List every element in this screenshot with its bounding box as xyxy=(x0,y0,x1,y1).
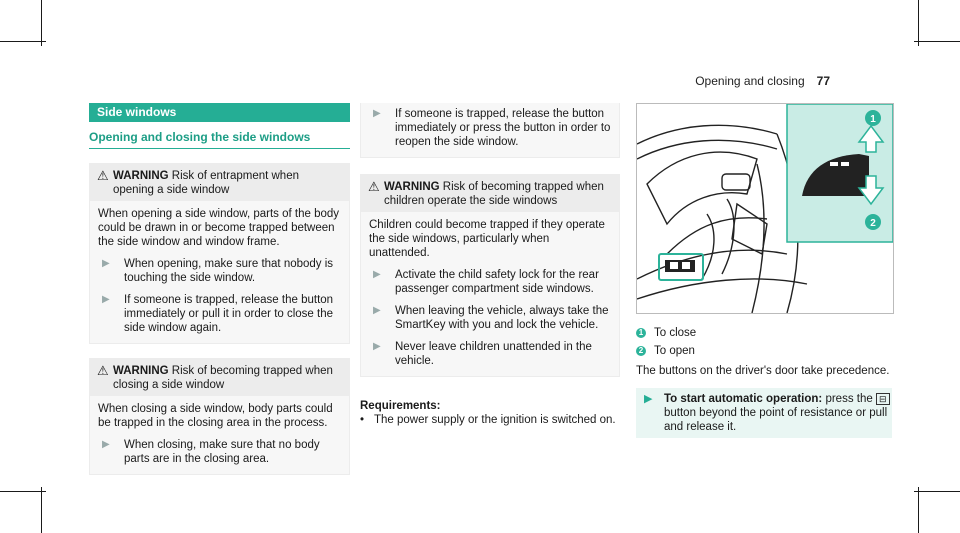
legend-item xyxy=(636,344,892,358)
crop-mark xyxy=(914,41,960,42)
warning-headline: Risk of becoming trapped when children operate the side windows xyxy=(384,181,604,207)
crop-mark xyxy=(0,41,46,42)
warning-keyword: WARNING xyxy=(113,365,169,377)
step-text: When leaving the vehicle, always take the SmartKey with you and lock the vehicle. xyxy=(395,305,609,331)
warning-step xyxy=(98,438,341,466)
requirement-item xyxy=(360,413,620,427)
warning-body xyxy=(360,212,620,377)
step-text: When closing, make sure that no body parts are in the closing area. xyxy=(124,439,320,465)
action-step xyxy=(636,388,892,438)
warning-box xyxy=(360,174,620,377)
step-arrow-icon: ▶ xyxy=(102,439,110,450)
figure-label: 2 xyxy=(870,218,876,229)
warning-keyword: WARNING xyxy=(384,181,440,193)
warning-step xyxy=(369,107,611,149)
step-text: If someone is trapped, release the button immediately or press the button in order to reopen the side window. xyxy=(395,108,611,148)
step-text: Never leave children unattended in the vehicle. xyxy=(395,341,592,367)
window-button-icon: ⊟ xyxy=(876,393,890,405)
warning-triangle-icon: ⚠ xyxy=(97,363,109,378)
warning-step xyxy=(369,268,611,296)
intro-text: The buttons on the driver's door take precedence. xyxy=(636,365,890,377)
warning-continuation xyxy=(360,103,620,158)
step-arrow-icon: ▶ xyxy=(373,305,381,316)
column-1 xyxy=(89,103,350,475)
action-text-1: press the xyxy=(825,393,873,405)
section-title: Side windows xyxy=(89,103,350,122)
warning-head-text xyxy=(384,180,612,208)
step-arrow-icon: ▶ xyxy=(373,269,381,280)
door-panel-illustration xyxy=(636,103,894,314)
running-header xyxy=(695,74,830,88)
crop-mark xyxy=(41,0,42,46)
warning-text: When opening a side window, parts of the body could be drawn in or become trapped between the side window and window frame. xyxy=(98,208,340,248)
warning-step xyxy=(98,293,341,335)
warning-headline: Risk of entrapment when opening a side window xyxy=(113,170,299,196)
warning-box xyxy=(89,163,350,344)
crop-mark xyxy=(0,491,46,492)
warning-text: When closing a side window, body parts could be trapped in the closing area in the process. xyxy=(98,403,333,429)
crop-mark xyxy=(918,487,919,533)
warning-head xyxy=(89,358,350,396)
crop-mark xyxy=(918,0,919,46)
legend-number: 2 xyxy=(636,346,646,356)
bullet-icon: • xyxy=(360,414,365,426)
figure-label: 1 xyxy=(870,114,876,125)
step-text: If someone is trapped, release the button immediately or pull it in order to close the side window again. xyxy=(124,294,334,334)
step-text: When opening, make sure that nobody is touching the side window. xyxy=(124,258,334,284)
subheading: Opening and closing the side windows xyxy=(89,122,350,149)
requirements-title: Requirements: xyxy=(360,400,441,412)
warning-box xyxy=(89,358,350,475)
warning-step xyxy=(369,340,611,368)
action-text-2: button beyond the point of resistance or pull and release it. xyxy=(664,407,888,433)
warning-step xyxy=(98,257,341,285)
legend-text: To open xyxy=(654,345,695,357)
requirement-text: The power supply or the ignition is switched on. xyxy=(374,414,616,426)
door-panel-drawing xyxy=(637,104,893,313)
warning-step xyxy=(369,304,611,332)
crop-mark xyxy=(41,487,42,533)
warning-body xyxy=(89,201,350,344)
header-title: Opening and closing xyxy=(695,74,805,88)
step-arrow-icon: ▶ xyxy=(102,258,110,269)
warning-text: Children could become trapped if they operate the side windows, particularly when unattended. xyxy=(369,219,605,259)
legend-item xyxy=(636,326,892,340)
step-arrow-icon: ▶ xyxy=(102,294,110,305)
action-arrow-icon: ▶ xyxy=(644,393,653,405)
action-text xyxy=(664,392,892,434)
warning-head-text xyxy=(113,364,342,392)
warning-keyword: WARNING xyxy=(113,170,169,182)
crop-mark xyxy=(914,491,960,492)
column-3-text xyxy=(636,322,892,438)
action-label: To start automatic operation: xyxy=(664,393,823,405)
step-arrow-icon: ▶ xyxy=(373,341,381,352)
step-arrow-icon: ▶ xyxy=(373,108,381,119)
warning-head-text xyxy=(113,169,342,197)
warning-body xyxy=(89,396,350,475)
legend-text: To close xyxy=(654,327,697,339)
warning-headline: Risk of becoming trapped when closing a side window xyxy=(113,365,333,391)
warning-triangle-icon: ⚠ xyxy=(368,179,380,194)
step-text: Activate the child safety lock for the rear passenger compartment side windows. xyxy=(395,269,599,295)
warning-head xyxy=(360,174,620,212)
column-2 xyxy=(360,103,620,427)
legend-number: 1 xyxy=(636,328,646,338)
warning-triangle-icon: ⚠ xyxy=(97,168,109,183)
warning-head xyxy=(89,163,350,201)
page-number: 77 xyxy=(816,74,830,88)
